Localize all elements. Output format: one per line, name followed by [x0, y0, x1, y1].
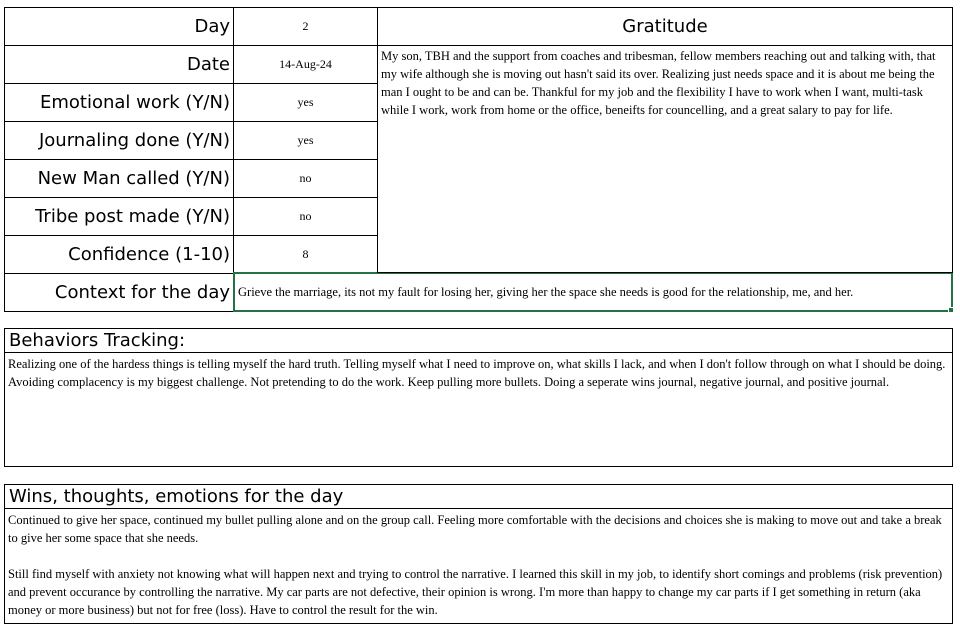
context-label: Context for the day: [4, 273, 234, 312]
behaviors-title: Behaviors Tracking:: [4, 328, 953, 353]
wins-paragraph: Continued to give her space, continued my bullet pulling alone and on the group call. Feeling more comfortable with the decisions and choices she is making to move out and take a break to give her some space that she needs.: [8, 513, 942, 545]
confidence-value[interactable]: 8: [233, 235, 378, 274]
confidence-label: Confidence (1-10): [4, 235, 234, 274]
date-label: Date: [4, 45, 234, 84]
gratitude-text: My son, TBH and the support from coaches and tribesman, fellow members reaching out and talking with, that my wife although she is moving out hasn't said its over. Realizing just needs space and it is about me being the man I ought to be and can be. Thankful for my job and the flexibility I have to work when I want, multi-task while I work, work from home or the office, beneifts for councelling, and a great salary to pay for life.: [381, 49, 936, 117]
day-label: Day: [4, 7, 234, 46]
new-man-called-label: New Man called (Y/N): [4, 159, 234, 198]
journaling-label: Journaling done (Y/N): [4, 121, 234, 160]
tribe-post-label: Tribe post made (Y/N): [4, 197, 234, 236]
gratitude-text-cell[interactable]: [377, 45, 953, 273]
wins-title: Wins, thoughts, emotions for the day: [4, 484, 953, 509]
wins-text-cell[interactable]: [4, 508, 953, 624]
date-value[interactable]: 14-Aug-24: [233, 45, 378, 84]
gratitude-title: Gratitude: [377, 7, 953, 46]
new-man-called-value[interactable]: no: [233, 159, 378, 198]
behaviors-text-cell[interactable]: [4, 352, 953, 467]
context-value-cell[interactable]: [233, 272, 953, 312]
context-value: Grieve the marriage, its not my fault for losing her, giving her the space she needs is good for the relationship, me, and her.: [238, 285, 854, 299]
tribe-post-value[interactable]: no: [233, 197, 378, 236]
behaviors-text: Realizing one of the hardess things is telling myself the hard truth. Telling myself what I need to improve on, what skills I lack, and when I don't follow through on what I should be doing. Avoiding complacency is my biggest challenge. Not pretending to do the work. Keep pulling more bullets. Doing a seperate wins journal, negative journal, and positive journal.: [8, 357, 946, 389]
journaling-value[interactable]: yes: [233, 121, 378, 160]
wins-paragraph: Still find myself with anxiety not knowing what will happen next and trying to control the narrative. I learned this skill in my job, to identify short comings and problems (risk prevention) and prevent occurance by controlling the narrative. My car parts are not defective, their opinion is wrong. I'm more than happy to change my car parts if I get something in return (aka money or more business) but not for free (loss). Have to control the result for the win.: [8, 567, 943, 617]
day-value[interactable]: 2: [233, 7, 378, 46]
emotional-work-value[interactable]: yes: [233, 83, 378, 122]
emotional-work-label: Emotional work (Y/N): [4, 83, 234, 122]
fill-handle[interactable]: [948, 307, 954, 313]
